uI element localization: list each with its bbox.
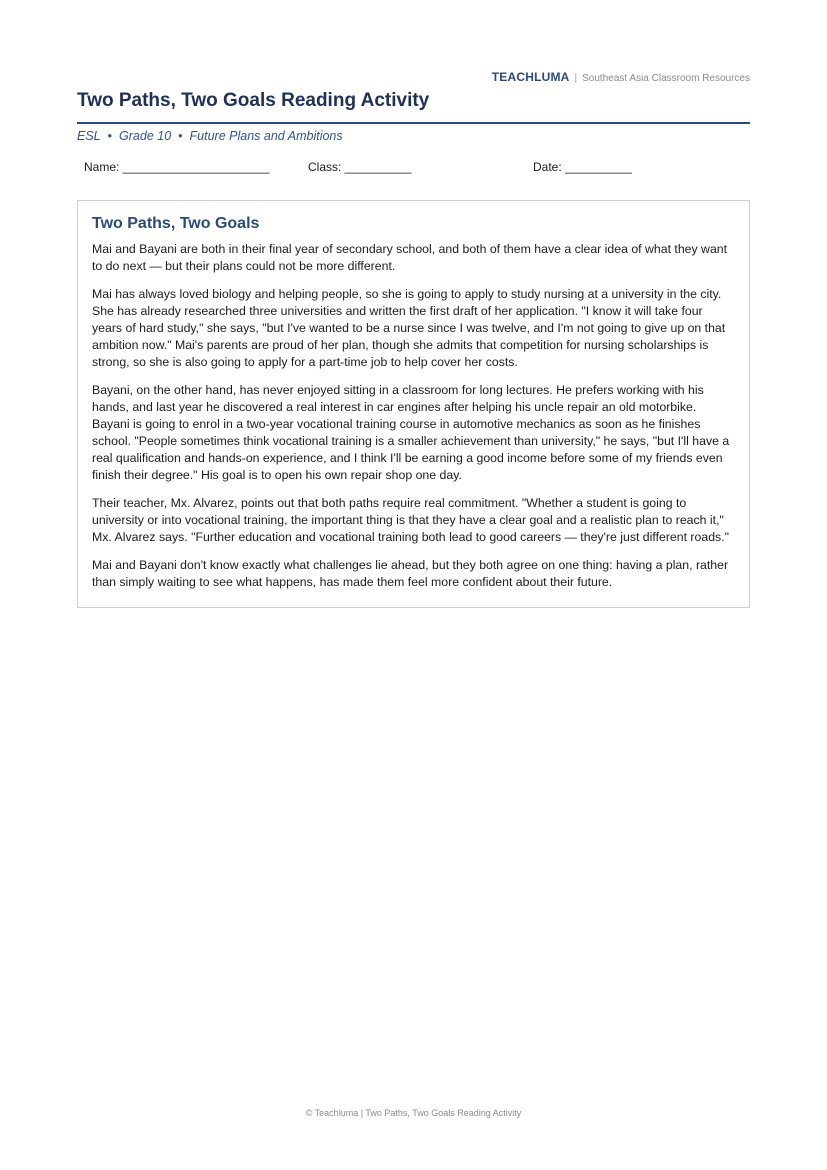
page-title: Two Paths, Two Goals Reading Activity — [77, 90, 430, 111]
class-field[interactable]: Class: __________ — [308, 160, 412, 174]
meta-topic: Future Plans and Ambitions — [189, 129, 343, 143]
brand-separator: | — [574, 73, 578, 84]
reading-passage-box — [77, 200, 750, 608]
title-divider — [77, 122, 750, 124]
date-field[interactable]: Date: __________ — [533, 160, 632, 174]
passage-heading: Two Paths, Two Goals — [92, 215, 260, 232]
page-footer: © Teachluma | Two Paths, Two Goals Reading Activity — [305, 1108, 522, 1118]
student-info-fields — [84, 160, 744, 178]
passage-paragraph: Mai has always loved biology and helping people, so she is going to apply to study nursing at a university in the city. She has already researched three universities and written the first draft of her application. "I know it will take four years of hard study," she says, "but I've wanted to be a nurse since I was twelve, and I'm not going to give up on that ambition now." Mai's parents are proud of her plan, though she admits that competition for nursing scholarships is strong, so she is also going to apply for a part-time job to help cover her costs. — [92, 287, 726, 369]
passage-paragraph: Bayani, on the other hand, has never enjoyed sitting in a classroom for long lectures. He prefers working with his hands, and last year he discovered a real interest in car engines after helping his uncle repair an old motorbike. Bayani is going to enrol in a two-year vocational training course in automotive mechanics as soon as he finishes school. "People sometimes think vocational training is a smaller achievement than university," he says, "but I'll have a real qualification and hands-on experience, and I think I'll be earning a good income before some of my friends even finish their degree." His goal is to open his own repair shop one day. — [92, 383, 730, 482]
name-field[interactable]: Name: ______________________ — [84, 160, 270, 174]
passage-paragraph: Mai and Bayani are both in their final year of secondary school, and both of them have a clear idea of what they want to do next — but their plans could not be more different. — [92, 242, 728, 273]
brand-tagline: Southeast Asia Classroom Resources — [582, 73, 750, 84]
worksheet-meta — [77, 129, 343, 143]
meta-bullet: • — [107, 129, 113, 143]
meta-bullet: • — [178, 129, 183, 143]
passage-paragraph: Mai and Bayani don't know exactly what challenges lie ahead, but they both agree on one thing: having a plan, rather than simply waiting to see what happens, has made them feel more confident about their future. — [92, 558, 729, 589]
brand-header — [492, 70, 750, 84]
passage-paragraph: Their teacher, Mx. Alvarez, points out that both paths require real commitment. "Whether a student is going to university or into vocational training, the important thing is that they have a clear goal and a realistic plan to reach it," Mx. Alvarez says. "Further education and vocational training both lead to good careers — they're just different roads." — [92, 496, 729, 544]
meta-subject: ESL — [77, 129, 101, 143]
meta-grade: Grade 10 — [119, 129, 172, 143]
brand-name: TEACHLUMA — [491, 70, 570, 84]
